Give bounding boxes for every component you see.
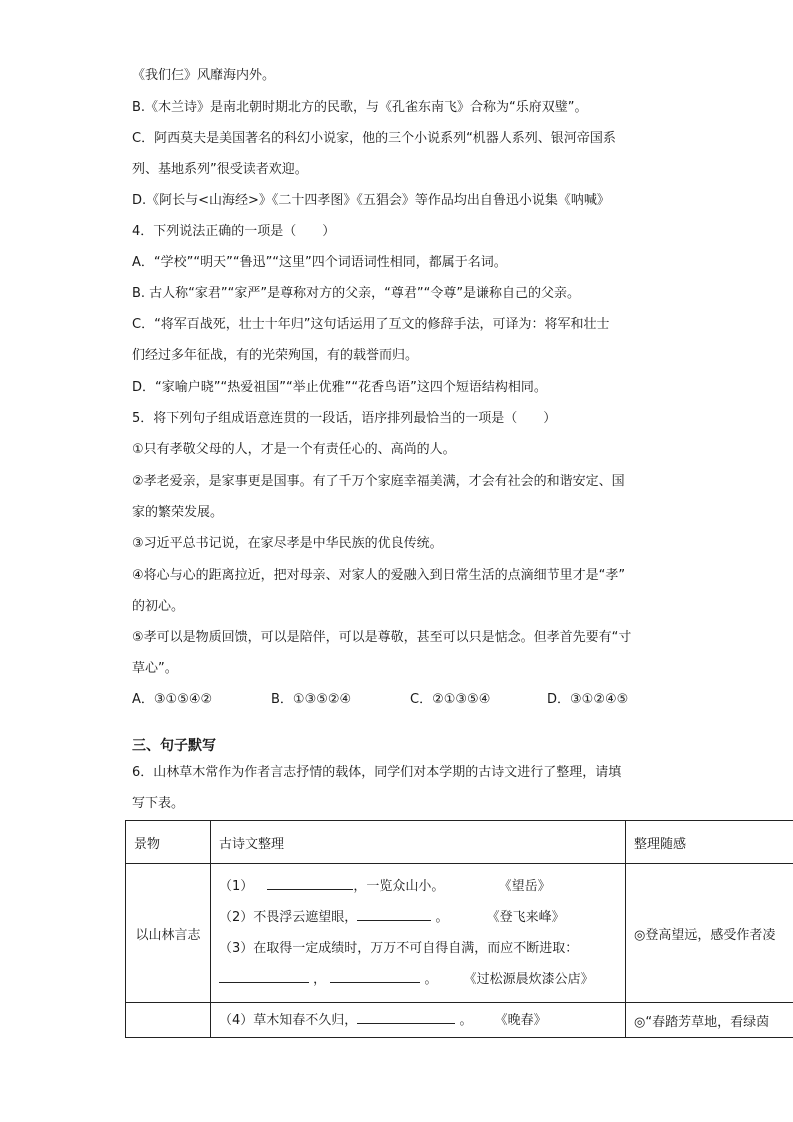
text-line: B. 古人称“家君”“家严”是尊称对方的父亲，“尊君”“令尊”是谦称自己的父亲。	[132, 286, 581, 301]
table-row	[126, 1003, 793, 1038]
row-label	[126, 1003, 211, 1038]
text-line: 列、基地系列”很受读者欢迎。	[132, 162, 308, 177]
row-label: 以山林言志	[126, 864, 211, 1003]
text-line: ④将心与心的距离拉近，把对母亲、对家人的爱融入到日常生活的点滴细节里才是“孝”	[132, 568, 626, 583]
text-line: C．“将军百战死，壮士十年归”这句话运用了互文的修辞手法，可译为：将军和壮士	[132, 317, 610, 332]
text-line: 们经过多年征战，有的光荣殉国，有的载誉而归。	[132, 348, 419, 363]
question-6-line1: 6．山林草木常作为作者言志抒情的载体，同学们对本学期的古诗文进行了整理，请填	[132, 765, 622, 780]
text-line: D．“家喻户晓”“热爱祖国”“举止优雅”“花香鸟语”这四个短语结构相同。	[132, 380, 547, 395]
poem-item-3b: ， 。 《过松源晨炊漆公店》	[219, 964, 617, 995]
text-line: 5．将下列句子组成语意连贯的一段话，语序排列最恰当的一项是（ ）	[132, 411, 557, 426]
text-line: ②孝老爱亲，是家事更是国事。有了千万个家庭幸福美满，才会有社会的和谐安定、国	[132, 474, 625, 489]
text-line: A．“学校”“明天”“鲁迅”“这里”四个词语词性相同，都属于名词。	[132, 255, 507, 270]
text-line: D.《阿长与<山海经>》《二十四孝图》《五猖会》等作品均出自鲁迅小说集《呐喊》	[132, 193, 610, 208]
poem-item-1: （1） ，一览众山小。 《望岳》	[219, 871, 617, 902]
fill-blank-3[interactable]	[219, 968, 309, 983]
option-d: D．③①②④⑤	[547, 692, 629, 707]
text-line: 草心”。	[132, 661, 178, 676]
header-thoughts: 整理随感	[626, 821, 793, 864]
fill-blank-5[interactable]	[357, 1009, 455, 1024]
table-row	[126, 864, 793, 1003]
poem-item-2: （2）不畏浮云遮望眼， 。 《登飞来峰》	[219, 902, 617, 933]
text-line: 《我们仨》风靡海内外。	[132, 68, 276, 83]
text-line: 家的繁荣发展。	[132, 505, 224, 520]
thought-cell: ◎“春踏芳草地，看绿茵	[626, 1003, 793, 1038]
table-header-row	[126, 821, 793, 864]
text-line: ①只有孝敬父母的人，才是一个有责任心的、高尚的人。	[132, 442, 456, 457]
fill-blank-4[interactable]	[330, 968, 420, 983]
poem-cell	[211, 1003, 626, 1038]
option-a: A．③①⑤④②	[132, 692, 213, 707]
section-title: 三、句子默写	[132, 738, 216, 754]
text-line: 的初心。	[132, 599, 185, 614]
poem-item-4: （4）草木知春不久归， 。 《晚春》	[219, 1005, 617, 1036]
header-scenery: 景物	[126, 821, 211, 864]
header-poems: 古诗文整理	[211, 821, 626, 864]
text-line: B.《木兰诗》是南北朝时期北方的民歌，与《孔雀东南飞》合称为“乐府双璧”。	[132, 100, 588, 115]
text-line: C．阿西莫夫是美国著名的科幻小说家，他的三个小说系列“机器人系列、银河帝国系	[132, 131, 616, 146]
text-line: ③习近平总书记说，在家尽孝是中华民族的优良传统。	[132, 536, 443, 551]
text-line: ⑤孝可以是物质回馈，可以是陪伴，可以是尊敬，甚至可以只是惦念。但孝首先要有“寸	[132, 630, 632, 645]
poem-item-3: （3）在取得一定成绩时，万万不可自得自满，而应不断进取：	[219, 941, 579, 956]
poetry-table	[125, 820, 793, 1038]
fill-blank-2[interactable]	[357, 906, 431, 921]
option-c: C．②①③⑤④	[410, 692, 491, 707]
option-b: B．①③⑤②④	[271, 692, 352, 707]
thought-cell: ◎登高望远，感受作者凌	[626, 864, 793, 1003]
fill-blank-1[interactable]	[267, 875, 353, 890]
question-6-line2: 写下表。	[132, 796, 185, 811]
text-line: 4．下列说法正确的一项是（ ）	[132, 224, 336, 239]
poem-cell	[211, 864, 626, 1003]
